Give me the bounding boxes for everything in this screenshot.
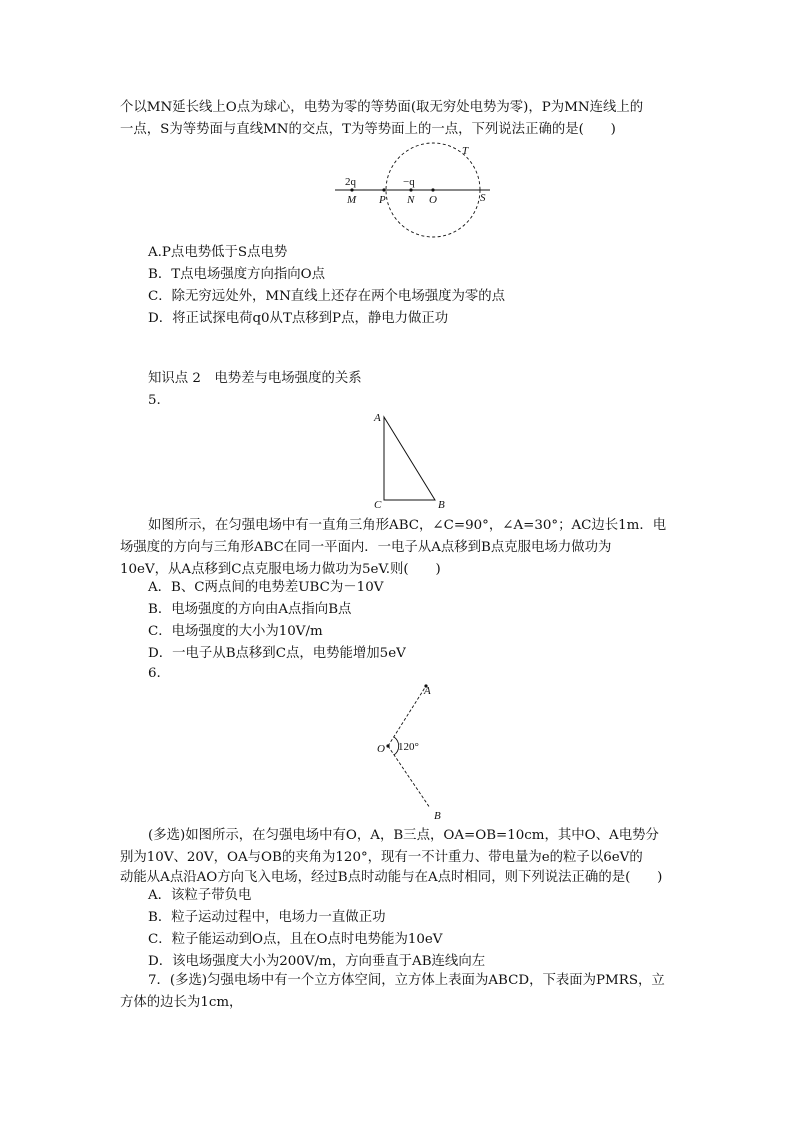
q6-stem-line-2: 别为10V、20V，OA与OB的夹角为120°，现有一不计重力、带电量为e的粒子以6eV的: [120, 850, 643, 865]
point-n-label: N: [407, 194, 415, 206]
vertex-c-label: C: [374, 499, 382, 511]
q4-figure-sphere-diagram: [330, 140, 500, 240]
q6-option-d: D．该电场强度大小为200V/m，方向垂直于AB连线向左: [148, 954, 486, 969]
triangle-abc: [384, 417, 435, 500]
point-p-label: P: [379, 194, 386, 206]
q6-number: 6.: [148, 666, 161, 681]
point-o-label: O: [429, 194, 437, 206]
q6-option-b: B．粒子运动过程中，电场力一直做正功: [148, 910, 386, 925]
q5-option-b: B．电场强度的方向由A点指向B点: [148, 602, 352, 617]
q5-option-c: C．电场强度的大小为10V/m: [148, 624, 323, 639]
q6-figure-angle-diagram: [370, 678, 460, 824]
q5-stem-line-3: 10eV，从A点移到C点克服电场力做功为5eV.则( ): [120, 562, 441, 577]
q6-option-a: A．该粒子带负电: [148, 888, 252, 903]
angle-label: 120°: [398, 741, 419, 753]
q4-intro-line-2: 一点，S为等势面与直线MN的交点，T为等势面上的一点，下列说法正确的是( ): [120, 122, 616, 137]
charge-m-label: 2q: [345, 176, 356, 188]
q6-stem-line-3: 动能从A点沿AO方向飞入电场，经过B点时动能与在A点时相同，则下列说法正确的是( ): [120, 870, 663, 885]
q4-intro-line-1: 个以MN延长线上O点为球心，电势为零的等势面(取无穷处电势为零)，P为MN连线上的: [120, 100, 644, 115]
section-2-title: 知识点 2 电势差与电场强度的关系: [148, 371, 362, 386]
q5-option-a: A．B、C两点间的电势差UBC为－10V: [148, 580, 384, 595]
q5-stem-line-1: 如图所示，在匀强电场中有一直角三角形ABC，∠C=90°，∠A=30°；AC边长1m．电: [148, 518, 667, 533]
q5-option-d: D．一电子从B点移到C点，电势能增加5eV: [148, 646, 406, 661]
q6-stem-line-1: (多选)如图所示，在匀强电场中有O，A，B三点，OA=OB=10cm，其中O、A电势分: [148, 828, 659, 843]
segment-oa: [388, 686, 426, 746]
q7-line-2: 方体的边长为1cm，: [120, 995, 243, 1010]
point-o-label-q6: O: [377, 743, 385, 755]
point-m-label: M: [347, 194, 357, 206]
q4-option-c: C．除无穷远处外，MN直线上还存在两个电场强度为零的点: [148, 289, 506, 304]
q5-stem-line-2: 场强度的方向与三角形ABC在同一平面内．一电子从A点移到B点克服电场力做功为: [120, 540, 612, 555]
q5-number: 5.: [148, 393, 161, 408]
point-t-label: T: [462, 145, 469, 157]
point-s-label: S: [480, 192, 486, 204]
point-b-label: B: [434, 810, 441, 822]
q4-option-d: D．将正试探电荷q0从T点移到P点，静电力做正功: [148, 311, 449, 326]
q4-option-a: A.P点电势低于S点电势: [148, 245, 288, 260]
point-a-label: A: [424, 685, 431, 697]
q5-figure-right-triangle: [370, 408, 450, 512]
charge-n-label: −q: [403, 176, 415, 188]
q7-line-1: 7．(多选)匀强电场中有一个立方体空间，立方体上表面为ABCD，下表面为PMRS，立: [148, 973, 665, 988]
q6-option-c: C．粒子能运动到O点，且在O点时电势能为10eV: [148, 932, 443, 947]
vertex-b-label: B: [438, 499, 445, 511]
q4-option-b: B．T点电场强度方向指向O点: [148, 267, 326, 282]
vertex-a-label: A: [374, 412, 381, 424]
